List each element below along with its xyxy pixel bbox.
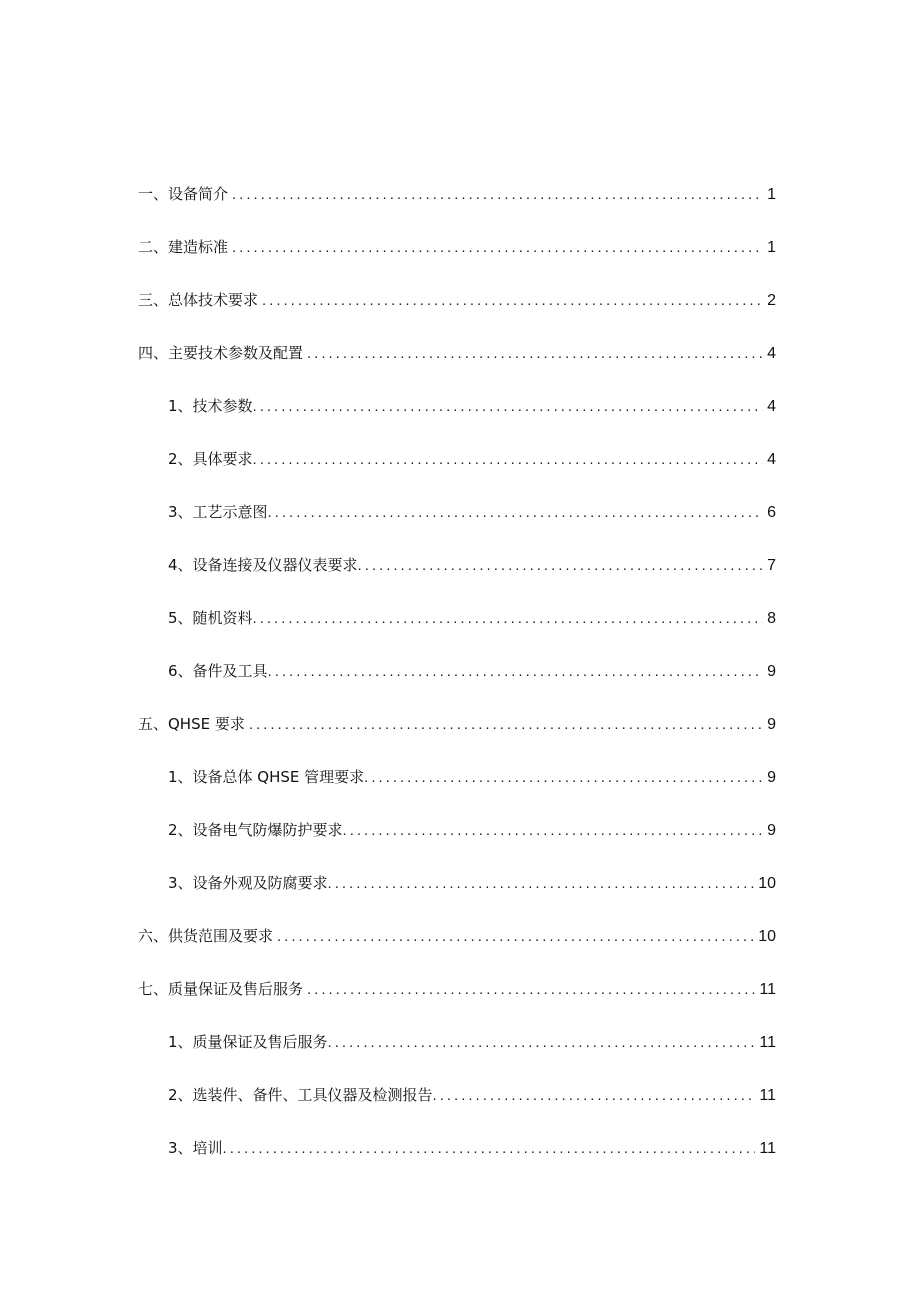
- toc-page-number: 9: [767, 822, 776, 839]
- toc-entry-title: 1、设备总体 QHSE 管理要求: [168, 768, 365, 786]
- dot-leader: [253, 394, 764, 420]
- toc-page-number: 9: [767, 716, 776, 733]
- toc-entry-title: 七、质量保证及售后服务: [138, 980, 304, 998]
- toc-entry-overall-requirements[interactable]: [138, 287, 776, 340]
- toc-subentry-training[interactable]: [138, 1135, 776, 1188]
- dot-leader: [307, 977, 755, 1003]
- dot-leader: [433, 1083, 756, 1109]
- dot-leader: [253, 606, 764, 632]
- toc-entry-title: 3、工艺示意图: [168, 503, 268, 521]
- dot-leader: [277, 924, 754, 950]
- table-of-contents: [138, 181, 776, 1188]
- toc-page-number: 11: [759, 1140, 776, 1157]
- toc-entry-title: 四、主要技术参数及配置: [138, 344, 304, 362]
- dot-leader: [268, 500, 764, 526]
- toc-entry-title: 二、建造标准: [138, 238, 229, 256]
- toc-page-number: 11: [759, 981, 776, 998]
- toc-entry-title: 3、设备外观及防腐要求: [168, 874, 328, 892]
- toc-page-number: 9: [767, 769, 776, 786]
- toc-entry-title: 3、培训: [168, 1139, 223, 1157]
- dot-leader: [307, 341, 763, 367]
- toc-page-number: 10: [758, 928, 776, 945]
- toc-page-number: 9: [767, 663, 776, 680]
- toc-entry-title: 6、备件及工具: [168, 662, 268, 680]
- dot-leader: [343, 818, 764, 844]
- toc-entry-title: 4、设备连接及仪器仪表要求: [168, 556, 358, 574]
- toc-page-number: 4: [767, 398, 776, 415]
- toc-entry-title: 六、供货范围及要求: [138, 927, 274, 945]
- dot-leader: [328, 1030, 756, 1056]
- dot-leader: [328, 871, 755, 897]
- toc-entry-construction-standard[interactable]: [138, 234, 776, 287]
- toc-page-number: 4: [767, 451, 776, 468]
- toc-entry-title: 5、随机资料: [168, 609, 253, 627]
- toc-page-number: 1: [767, 239, 776, 256]
- toc-page-number: 2: [767, 292, 776, 309]
- toc-entry-device-intro[interactable]: [138, 181, 776, 234]
- toc-entry-supply-scope[interactable]: [138, 923, 776, 976]
- toc-entry-main-parameters[interactable]: [138, 340, 776, 393]
- dot-leader: [232, 182, 763, 208]
- toc-subentry-process-diagram[interactable]: [138, 499, 776, 552]
- toc-subentry-specific-requirements[interactable]: [138, 446, 776, 499]
- toc-subentry-qhse-management[interactable]: [138, 764, 776, 817]
- toc-page-number: 4: [767, 345, 776, 362]
- dot-leader: [358, 553, 764, 579]
- toc-subentry-optional-parts-reports[interactable]: [138, 1082, 776, 1135]
- toc-entry-title: 三、总体技术要求: [138, 291, 259, 309]
- toc-page-number: 7: [767, 557, 776, 574]
- toc-subentry-connection-instruments[interactable]: [138, 552, 776, 605]
- dot-leader: [232, 235, 763, 261]
- toc-entry-title: 2、设备电气防爆防护要求: [168, 821, 343, 839]
- toc-subentry-spare-parts-tools[interactable]: [138, 658, 776, 711]
- toc-subentry-explosion-protection[interactable]: [138, 817, 776, 870]
- toc-page-number: 11: [759, 1087, 776, 1104]
- toc-entry-title: 五、QHSE 要求: [138, 715, 245, 733]
- toc-entry-title: 2、选装件、备件、工具仪器及检测报告: [168, 1086, 433, 1104]
- toc-page-number: 10: [758, 875, 776, 892]
- toc-subentry-appearance-anticorrosion[interactable]: [138, 870, 776, 923]
- toc-page-number: 1: [767, 186, 776, 203]
- toc-page-number: 8: [767, 610, 776, 627]
- toc-subentry-technical-parameters[interactable]: [138, 393, 776, 446]
- dot-leader: [223, 1136, 756, 1162]
- toc-entry-title: 一、设备简介: [138, 185, 229, 203]
- dot-leader: [262, 288, 763, 314]
- toc-entry-title: 2、具体要求: [168, 450, 253, 468]
- dot-leader: [249, 712, 763, 738]
- toc-entry-quality-service[interactable]: [138, 976, 776, 1029]
- toc-entry-qhse-requirements[interactable]: [138, 711, 776, 764]
- dot-leader: [253, 447, 764, 473]
- dot-leader: [268, 659, 764, 685]
- toc-page-number: 11: [759, 1034, 776, 1051]
- toc-subentry-accompanying-documents[interactable]: [138, 605, 776, 658]
- dot-leader: [364, 765, 763, 791]
- toc-entry-title: 1、技术参数: [168, 397, 253, 415]
- toc-page-number: 6: [767, 504, 776, 521]
- toc-subentry-quality-service[interactable]: [138, 1029, 776, 1082]
- toc-entry-title: 1、质量保证及售后服务: [168, 1033, 328, 1051]
